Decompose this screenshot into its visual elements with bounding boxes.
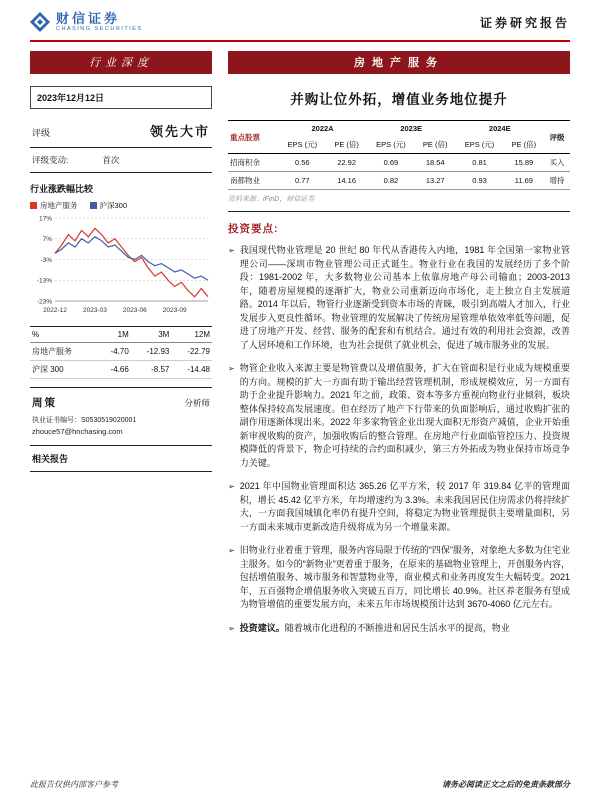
list-item: ➢ 2021 年中国物业管理面积达 365.26 亿平方米，较 2017 年 319.84 亿平的管理面积，增长 45.42 亿平方米，年均增速约为 3.3%。未来我国居民住房需求仍将持续扩大，一方面我国城镇化率仍有提升空间，将稳定为物业管理提供主要增量面积，另一方面未来城市更新改造升级将成为另一个增量来源。 [228,480,570,534]
footer-disclaimer-note: 请务必阅读正文之后的免责条款部分 [442,780,570,789]
chart-legend [30,200,212,211]
col-2024E: 2024E [488,124,511,134]
report-category-banner: 行业深度 [30,51,212,74]
stocks-header-row1 [228,121,570,137]
stock1-eps-2023: 0.69 [383,158,399,168]
header-divider [30,40,570,42]
stock2-pe-2022: 14.16 [337,176,356,186]
svg-text:-13%: -13% [36,277,52,285]
data-source-note: 资料来源：iFinD，财信证券 [228,196,315,204]
perf-header-row [30,327,212,343]
page-header [0,0,600,38]
perf-h-3m: 3M [158,330,170,340]
brand-name: 财信证券 [56,11,121,26]
col-rating: 评级 [549,132,565,142]
rating-change-row [30,148,212,173]
perf-r2-name: 沪深 300 [32,365,64,375]
key-stocks-table [228,120,570,190]
sub-eps-3: EPS (元) [464,140,495,150]
rating-row [30,119,212,148]
legend-swatch-blue [90,202,97,209]
list-item: ➢ 投资建议。随着城市化进程的不断推进和居民生活水平的提高，物业 [228,622,570,636]
stock2-eps-2023: 0.82 [383,176,399,186]
highlights-list [228,244,570,635]
stock2-eps-2024: 0.93 [472,176,487,186]
analyst-email[interactable]: zhouce57@hnchasing.com [32,427,123,437]
analyst-row [30,387,212,414]
stock1-eps-2024: 0.81 [472,158,487,168]
stock1-pe-2024: 15.89 [514,158,534,168]
svg-text:2023-03: 2023-03 [82,307,107,315]
report-type-label: 证券研究报告 [479,15,570,30]
banner-row [30,51,570,74]
col-2022A: 2022A [311,124,334,134]
sub-eps-2: EPS (元) [376,140,406,150]
stocks-table-title: 重点股票 [230,132,260,142]
perf-r1-3m: -12.93 [146,347,170,357]
highlights-title: 投资要点: [228,223,279,236]
perf-h-12m: 12M [194,330,210,340]
rating-value: 领先大市 [149,124,210,140]
perf-r1-name: 房地产服务 [32,347,72,357]
perf-r1-12m: -22.79 [187,347,210,357]
chart-title: 行业涨跌幅比较 [30,184,94,195]
stock2-pe-2023: 13.27 [425,176,445,186]
stock2-pe-2024: 11.69 [514,176,533,186]
stock1-pe-2022: 22.92 [337,158,356,168]
svg-text:2023-09: 2023-09 [162,307,187,315]
svg-text:2022-12: 2022-12 [43,307,67,315]
perf-r1-1m: -4.70 [110,347,129,357]
legend-swatch-red [30,202,37,209]
stock2-name: 南都物业 [230,176,260,186]
legend-item-index [90,200,128,211]
svg-text:2023-06: 2023-06 [122,307,147,315]
bullet-arrow-icon: ➢ [228,546,235,556]
stock1-eps-2022: 0.56 [295,158,310,168]
analyst-name: 周策 [32,397,57,410]
table-row [228,172,570,190]
performance-table [30,326,212,379]
bullet-arrow-icon: ➢ [228,482,235,492]
brand-subtitle: CHASING SECURITIES [56,26,143,33]
legend-item-industry [30,200,78,211]
perf-h-pct: % [32,330,40,340]
sub-pe-2: PE (倍) [422,140,448,150]
list-item: ➢ 旧物业行业着重于管理，服务内容局限于传统的“四保”服务，对象绝大多数为住宅业主服务。如今的“新物业”更着重于服务，在原来的基础物业管理上，开创服务内容，包括增值服务、城市服务和智慧物业等，商业模式和业务再度发生大幅转变。2021 年，五百强物企增值服务收入突破五百万，同比增长 40.9%。社区养老服务有望成为物管增值的重要发展方向，未来五年市场规模预计达到 3670-4060 亿元左右。 [228,544,570,612]
sidebar [30,86,212,645]
bullet-arrow-icon: ➢ [228,623,235,633]
bullet-arrow-icon: ➢ [228,364,235,374]
perf-r2-3m: -8.57 [151,365,170,375]
rating-change-value: 首次 [102,155,120,166]
svg-text:-23%: -23% [36,298,52,306]
stock2-eps-2022: 0.77 [295,176,310,186]
legend-label-index: 沪深300 [99,201,128,211]
svg-text:7%: 7% [42,236,52,244]
table-row [228,154,570,172]
industry-trend-chart [30,213,212,317]
report-date: 2023年12月12日 [30,86,212,109]
table-row [30,343,212,361]
chasing-logo-icon [30,12,50,32]
svg-text:-3%: -3% [40,257,52,265]
sub-eps-1: EPS (元) [287,140,318,150]
page-footer [30,779,570,790]
investment-highlights [228,211,570,635]
main-content [228,86,570,645]
table-row [30,361,212,379]
stock1-pe-2023: 18.54 [425,158,445,168]
stock1-name: 招商积余 [230,158,260,168]
bullet-arrow-icon: ➢ [228,246,235,256]
list-item: ➢ 我国现代物业管理是 20 世纪 80 年代从香港传入内地，1981 年全国第一家物业管理公司——深圳市物业管理公司正式诞生。物业行业在我国的发展经历了多个阶段：1981-2002 年，大多数物业公司基本上依靠房地产母公司输血；2003-2013 年，随着房屋规模的逐渐扩大，物业公司重新迈向市场化，走上独立自主发展道路。2014 年以后，物管行业逐渐受到资本市场的青睐，吸引到高端人才加入，行业发展步入更良性循环。物业管理的发展解决了传统房屋管理单依效率低等问题，促进了房地产开发、经营、服务的配套和有机结合。通过有效的利用社会资源，改善了人居环境和工作环境，也为社会提供了就业机会，促进了城市服务业的发展。 [228,244,570,352]
perf-h-1m: 1M [117,330,129,340]
svg-text:17%: 17% [38,215,52,223]
industry-banner: 房地产服务 [228,51,570,74]
analyst-title: 分析师 [184,398,210,409]
sub-pe-1: PE (倍) [334,140,359,150]
stocks-header-row2 [228,136,570,154]
stock2-rating: 增持 [549,176,565,186]
col-2023E: 2023E [400,124,422,134]
list-item: ➢ 物管企业收入来源主要是物管费以及增值服务，扩大在管面积是行业成为规模重要的方向。规模的扩大一方面有助于输出经营管理机制，形成规模效应，另一方面有助于企业提升影响力。2021 年之前，政策、资本等多方重视向物业行业倾斜，板块整体保持较高发展速度。但在经历了地产下行带来的负面影响后，通过收购扩张的副作用逐渐体现出来。2022 年多家物管企业出现大面积无形资产减值，企业开始重新审视收购的资产，加强收购后的整合管理。在房地产行业面临管控压力、投资规模降低的背景下，物企可持续的合约面积减少，第三方外拓成为物业保持市场竞争力关键。 [228,362,570,470]
analyst-cert-number: 执业证书编号：S0530519020001 [32,417,137,425]
rating-label: 评级 [32,128,51,139]
legend-label-industry: 房地产服务 [40,201,78,211]
perf-r2-12m: -14.48 [187,365,210,375]
related-reports-heading: 相关报告 [30,445,212,472]
perf-r2-1m: -4.66 [110,365,129,375]
footer-internal-note: 此报告仅供内部客户参考 [30,780,118,789]
brand-logo [30,12,143,32]
sub-pe-3: PE (倍) [511,140,537,150]
stock1-rating: 买入 [549,158,565,168]
rating-change-label: 评级变动: [32,155,69,166]
page-title: 并购让位外拓，增值业务地位提升 [290,92,508,108]
